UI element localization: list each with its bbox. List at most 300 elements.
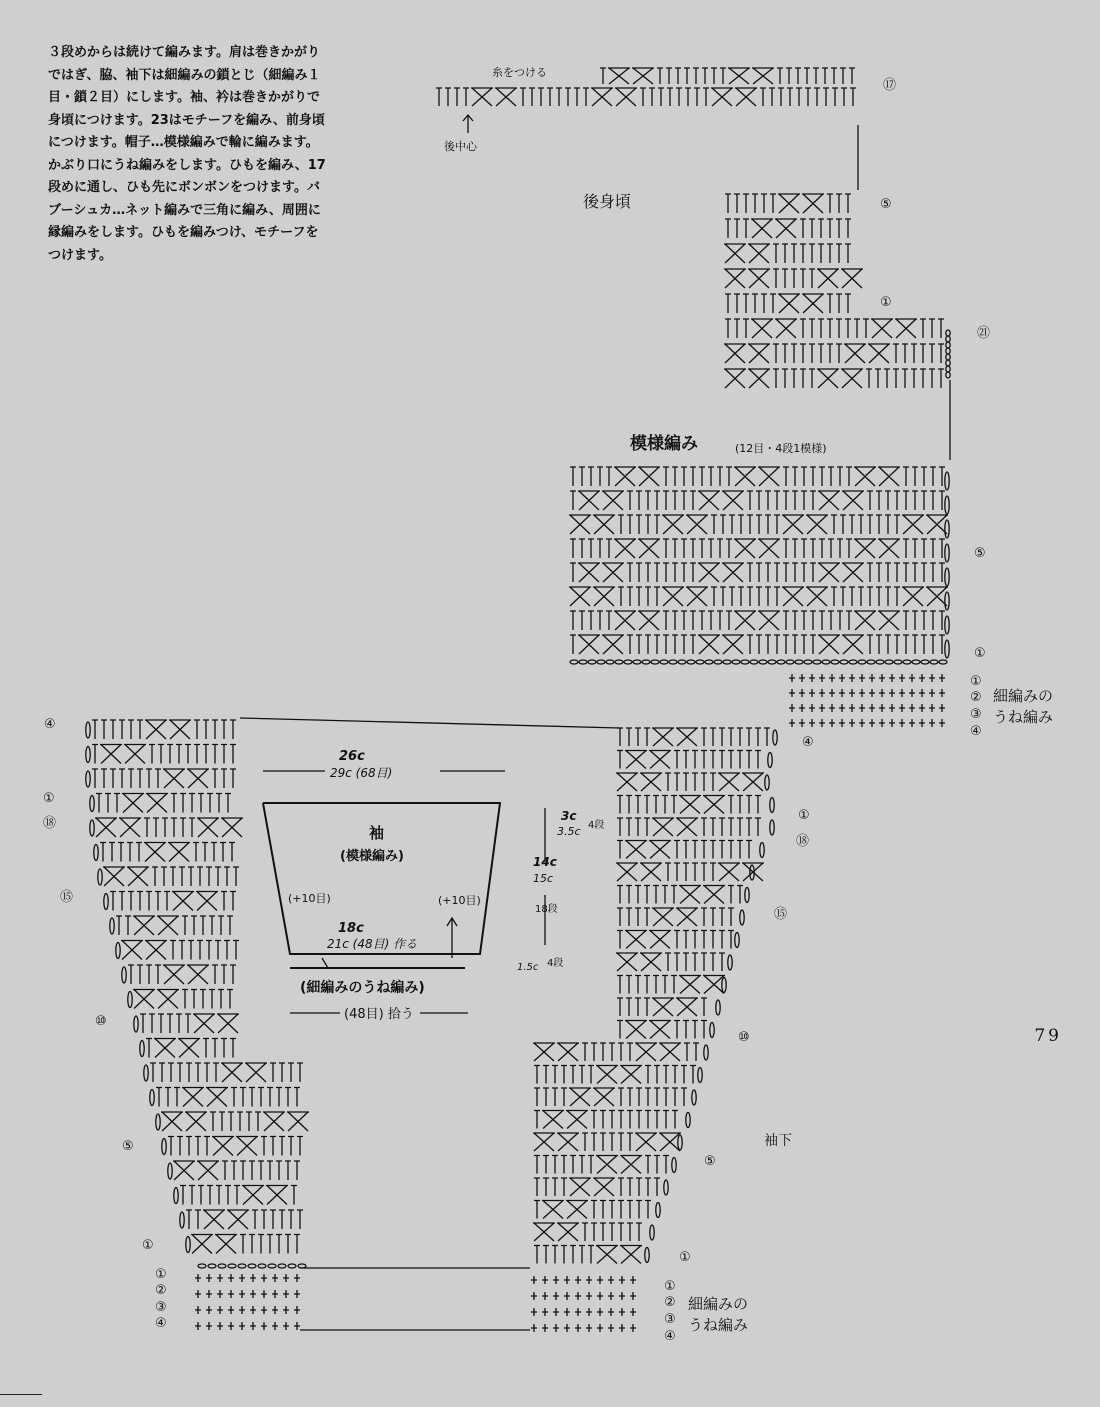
stitch-symbol [291,1186,297,1205]
stitch-symbol [810,611,816,630]
stitch-symbol [728,751,734,769]
stitch-symbol [609,1111,615,1129]
stitch-symbol [570,563,576,582]
stitch-symbol [708,611,714,630]
stitch-symbol [125,916,131,935]
stitch-symbol [221,1063,243,1082]
stitch-symbol [903,467,909,486]
stitch-symbol [177,1137,183,1156]
stitch-symbol [710,728,716,746]
stitch-symbol [617,998,623,1016]
stitch-symbol [774,563,780,582]
stitch-symbol [617,976,623,994]
stitch-symbol [204,1063,210,1082]
stitch-symbol [212,1039,218,1058]
stitch-symbol [195,1290,201,1298]
stitch-symbol [228,1264,236,1268]
stitch-symbol [761,294,767,313]
sleeve-top-width-2: 29c (68目) [330,766,393,780]
stitch-symbol [690,491,696,510]
stitch-symbol [583,88,589,106]
stitch-symbol [187,965,209,984]
stitch-symbol [149,745,155,764]
stitch-symbol [831,660,839,664]
stitch-symbol [552,1088,558,1106]
stitch-symbol [557,1133,579,1151]
stitch-symbol [876,515,882,534]
right-row-1b: ① [679,1250,691,1265]
stitch-symbol [782,587,804,606]
stitch-symbol [728,796,734,814]
stitch-symbol [626,728,632,746]
stitch-symbol [128,992,132,1008]
stitch-symbol [258,1088,264,1107]
stitch-symbol [676,818,698,836]
stitch-symbol [294,1161,300,1180]
stitch-symbol [221,745,227,764]
stitch-symbol [167,1014,173,1033]
stitch-symbol [609,1223,615,1241]
stitch-symbol [722,563,744,582]
stitch-symbol [839,674,845,682]
stitch-symbol [288,1210,294,1229]
stitch-symbol [699,467,705,486]
stitch-symbol [617,931,623,949]
stitch-symbol [676,998,698,1016]
stitch-symbol [799,689,805,697]
stitch-symbol [747,515,753,534]
stitch-symbol [287,1112,309,1131]
stitch-symbol [737,796,743,814]
stitch-symbol [799,704,805,712]
stitch-symbol [586,1276,592,1284]
dim-top-rows: 4段 [588,820,605,831]
stitch-symbol [645,515,651,534]
stitch-symbol [909,704,915,712]
stitch-symbol [929,369,935,388]
stitch-symbol [627,1178,633,1196]
stitch-symbol [701,728,707,746]
stitch-symbol [692,953,698,971]
right-border-label-1: 細編みの [688,1295,749,1313]
stitch-symbol [755,796,761,814]
stitch-symbol [894,660,902,664]
stitch-symbol [617,908,623,926]
stitch-symbol [765,515,771,534]
stitch-symbol [454,88,460,106]
stitch-symbol [212,745,218,764]
stitch-symbol [206,1322,212,1330]
stitch-symbol [231,1161,237,1180]
stitch-symbol [616,953,638,971]
stitch-symbol [95,818,117,837]
stitch-symbol [644,998,650,1016]
right-border-row: ② [664,1295,676,1310]
stitch-symbol [659,1043,681,1061]
stitch-symbol [168,1137,174,1156]
stitch-symbol [86,747,90,763]
stitch-symbol [153,818,159,837]
stitch-symbol [740,910,744,925]
right-row-5: ⑤ [704,1154,716,1169]
stitch-symbol [842,563,864,582]
stitch-symbol [654,563,660,582]
stitch-symbol [276,1088,282,1107]
stitch-symbol [786,68,792,84]
stitch-symbol [849,689,855,697]
stitch-symbol [837,539,843,558]
stitch-symbol [627,635,633,654]
stitch-symbol [221,720,227,739]
stitch-symbol [114,794,120,813]
stitch-symbol [618,1201,624,1219]
stitch-symbol [752,294,758,313]
stitch-symbol [248,1264,256,1268]
stitch-symbol [283,1322,289,1330]
stitch-symbol [618,515,624,534]
stitch-symbol [557,1043,579,1061]
stitch-symbol [193,843,199,862]
stitch-symbol [714,660,722,664]
stitch-symbol [179,941,185,960]
stitch-symbol [564,1276,570,1284]
stitch-symbol [756,491,762,510]
stitch-symbol [747,491,753,510]
stitch-symbol [591,1111,597,1129]
stitch-symbol [690,635,696,654]
stitch-symbol [186,1063,192,1082]
stitch-symbol [871,319,893,338]
stitch-symbol [267,1235,273,1254]
stitch-symbol [737,841,743,859]
stitch-symbol [734,539,756,558]
stitch-symbol [685,88,691,106]
stitch-symbol [597,1276,603,1284]
stitch-symbol [759,660,767,664]
stitch-symbol [939,635,945,654]
stitch-symbol [758,611,780,630]
stitch-symbol [939,467,945,486]
stitch-symbol [938,319,944,338]
stitch-symbol [626,998,632,1016]
stitch-symbol [770,798,774,813]
stitch-symbol [929,344,935,363]
stitch-symbol [822,68,828,84]
stitch-symbol [912,539,918,558]
stitch-symbol [618,1223,624,1241]
stitch-symbol [556,88,562,106]
stitch-symbol [801,467,807,486]
stitch-symbol [946,366,950,372]
stitch-symbol [627,1043,633,1061]
stitch-symbol [230,892,236,911]
stitch-symbol [159,1063,165,1082]
stitch-symbol [591,1201,597,1219]
stitch-symbol [818,635,840,654]
stitch-symbol [681,1088,687,1106]
stitch-symbol [818,319,824,338]
stitch-symbol [839,704,845,712]
stitch-symbol [679,976,701,994]
stitch-symbol [228,1112,234,1131]
stitch-symbol [801,539,807,558]
stitch-symbol [654,1156,660,1174]
stitch-symbol [635,1133,657,1151]
stitch-symbol [221,818,243,837]
stitch-symbol [674,863,680,881]
stitch-symbol [945,640,949,658]
stitch-symbol [654,1111,660,1129]
sleeve-bottom-width: 18c [338,921,364,936]
stitch-symbol [903,539,909,558]
stitch-symbol [602,635,624,654]
stitch-symbol [534,1156,540,1174]
stitch-symbol [876,635,882,654]
stitch-symbol [653,976,659,994]
stitch-symbol [809,704,815,712]
stitch-symbol [652,908,674,926]
stitch-symbol [297,1210,303,1229]
stitch-symbol [799,674,805,682]
stitch-symbol [743,219,749,238]
stitch-symbol [701,953,707,971]
stitch-symbol [722,978,726,993]
stitch-symbol [819,611,825,630]
stitch-symbol [725,194,731,213]
stitch-symbol [617,818,623,836]
stitch-symbol [566,1111,588,1129]
stitch-symbol [800,269,806,288]
stitch-symbol [921,563,927,582]
stitch-symbol [228,1322,234,1330]
stitch-symbol [849,515,855,534]
stitch-symbol [743,194,749,213]
stitch-symbol [626,796,632,814]
stitch-symbol [791,344,797,363]
stitch-symbol [227,990,233,1009]
stitch-symbol [231,1088,237,1107]
stitch-symbol [903,491,909,510]
stitch-symbol [867,635,873,654]
stitch-symbol [699,611,705,630]
stitch-symbol [841,369,863,388]
stitch-symbol [782,369,788,388]
stitch-symbol [137,892,143,911]
stitch-symbol [188,941,194,960]
stitch-symbol [946,372,950,378]
stitch-symbol [210,1112,216,1131]
stitch-symbol [718,773,740,791]
stitch-symbol [869,689,875,697]
stitch-symbol [552,1066,558,1084]
stitch-symbol [686,587,708,606]
stitch-symbol [553,1276,559,1284]
pattern-row-1: ① [974,646,986,661]
right-row-15: ⑮ [774,907,788,922]
stitch-symbol [846,539,852,558]
stitch-symbol [683,751,689,769]
stitch-symbol [531,1292,537,1300]
stitch-symbol [625,751,647,769]
stitch-symbol [710,773,716,791]
stitch-symbol [207,794,213,813]
stitch-symbol [773,344,779,363]
stitch-symbol [635,796,641,814]
stitch-symbol [842,635,864,654]
stitch-symbol [626,818,632,836]
stitch-symbol [756,563,762,582]
stitch-symbol [775,319,797,338]
stitch-symbol [561,1156,567,1174]
stitch-symbol [662,976,668,994]
stitch-symbol [644,886,650,904]
stitch-symbol [662,886,668,904]
stitch-symbol [180,818,186,837]
stitch-symbol [728,68,750,84]
stitch-symbol [538,88,544,106]
stitch-symbol [252,1210,258,1229]
stitch-symbol [533,1043,555,1061]
stitch-symbol [804,68,810,84]
stitch-symbol [819,539,825,558]
stitch-symbol [787,88,793,106]
stitch-symbol [543,1156,549,1174]
stitch-symbol [774,515,780,534]
stitch-symbol [94,845,98,861]
stitch-symbol [823,88,829,106]
stitch-symbol [638,611,660,630]
stitch-symbol [110,769,116,788]
stitch-symbol [624,660,632,664]
border-label-1: 細編みの [993,687,1054,705]
stitch-symbol [724,244,746,263]
stitch-symbol [92,769,98,788]
stitch-symbol [710,863,716,881]
stitch-symbol [168,843,190,862]
stitch-symbol [197,941,203,960]
stitch-symbol [930,611,936,630]
stitch-symbol [799,719,805,727]
stitch-symbol [719,728,725,746]
stitch-symbol [586,1324,592,1332]
stitch-symbol [662,587,684,606]
stitch-symbol [171,818,177,837]
stitch-symbol [734,319,740,338]
stitch-symbol [692,931,698,949]
stitch-symbol [701,773,707,791]
stitch-symbol [750,660,758,664]
stitch-symbol [734,194,740,213]
stitch-symbol [162,818,168,837]
stitch-symbol [791,269,797,288]
stitch-symbol [582,1133,588,1151]
stitch-symbol [729,515,735,534]
stitch-symbol [810,539,816,558]
stitch-symbol [737,818,743,836]
stitch-symbol [156,1088,162,1107]
stitch-symbol [795,660,803,664]
stitch-symbol [681,1066,687,1084]
stitch-symbol [146,769,152,788]
stitch-symbol [809,319,815,338]
stitch-symbol [674,841,680,859]
stitch-symbol [939,611,945,630]
stitch-symbol [219,1112,225,1131]
stitch-symbol [627,1088,633,1106]
stitch-symbol [575,1276,581,1284]
stitch-symbol [792,491,798,510]
stitch-symbol [579,1246,585,1264]
stitch-symbol [683,773,689,791]
stitch-symbol [606,611,612,630]
stitch-symbol [836,219,842,238]
border-row-label: ③ [970,707,982,722]
row-17-label: ⑰ [883,78,897,93]
stitch-symbol [569,1088,591,1106]
stitch-symbol [245,1063,267,1082]
stitch-symbol [671,886,677,904]
stitch-symbol [683,841,689,859]
stitch-symbol [534,1201,540,1219]
stitch-symbol [533,1223,555,1241]
stitch-symbol [672,611,678,630]
stitch-symbol [588,467,594,486]
attach-yarn-label: 糸をつける [492,66,547,79]
stitch-symbol [770,194,776,213]
stitch-symbol [644,976,650,994]
stitch-symbol [272,1322,278,1330]
stitch-symbol [616,773,638,791]
stitch-symbol [238,1264,246,1268]
stitch-symbol [930,539,936,558]
stitch-symbol [586,1308,592,1316]
stitch-symbol [644,796,650,814]
stitch-symbol [187,769,209,788]
stitch-symbol [654,1088,660,1106]
left-border-row: ③ [155,1300,167,1315]
stitch-symbol [625,931,647,949]
stitch-symbol [698,491,720,510]
stitch-symbol [158,1014,164,1033]
stitch-symbol [818,244,824,263]
stitch-symbol [212,1137,234,1156]
stitch-symbol [268,1264,276,1268]
stitch-symbol [627,491,633,510]
stitch-symbol [294,1088,300,1107]
stitch-symbol [155,892,161,911]
stitch-symbol [638,539,660,558]
stitch-symbol [899,704,905,712]
stitch-symbol [683,931,689,949]
border-label-2: うね編み [993,708,1054,726]
stitch-symbol [748,269,770,288]
stitch-symbol [445,88,451,106]
stitch-symbol [145,720,167,739]
stitch-symbol [719,751,725,769]
stitch-symbol [234,1186,240,1205]
stitch-symbol [789,704,795,712]
stitch-symbol [565,88,571,106]
stitch-symbol [283,1306,289,1314]
stitch-symbol [755,751,761,769]
stitch-symbol [737,886,743,904]
stitch-symbol [894,635,900,654]
stitch-symbol [683,1021,689,1039]
stitch-symbol [690,563,696,582]
stitch-symbol [818,219,824,238]
stitch-symbol [667,88,673,106]
stitch-symbol [283,1290,289,1298]
